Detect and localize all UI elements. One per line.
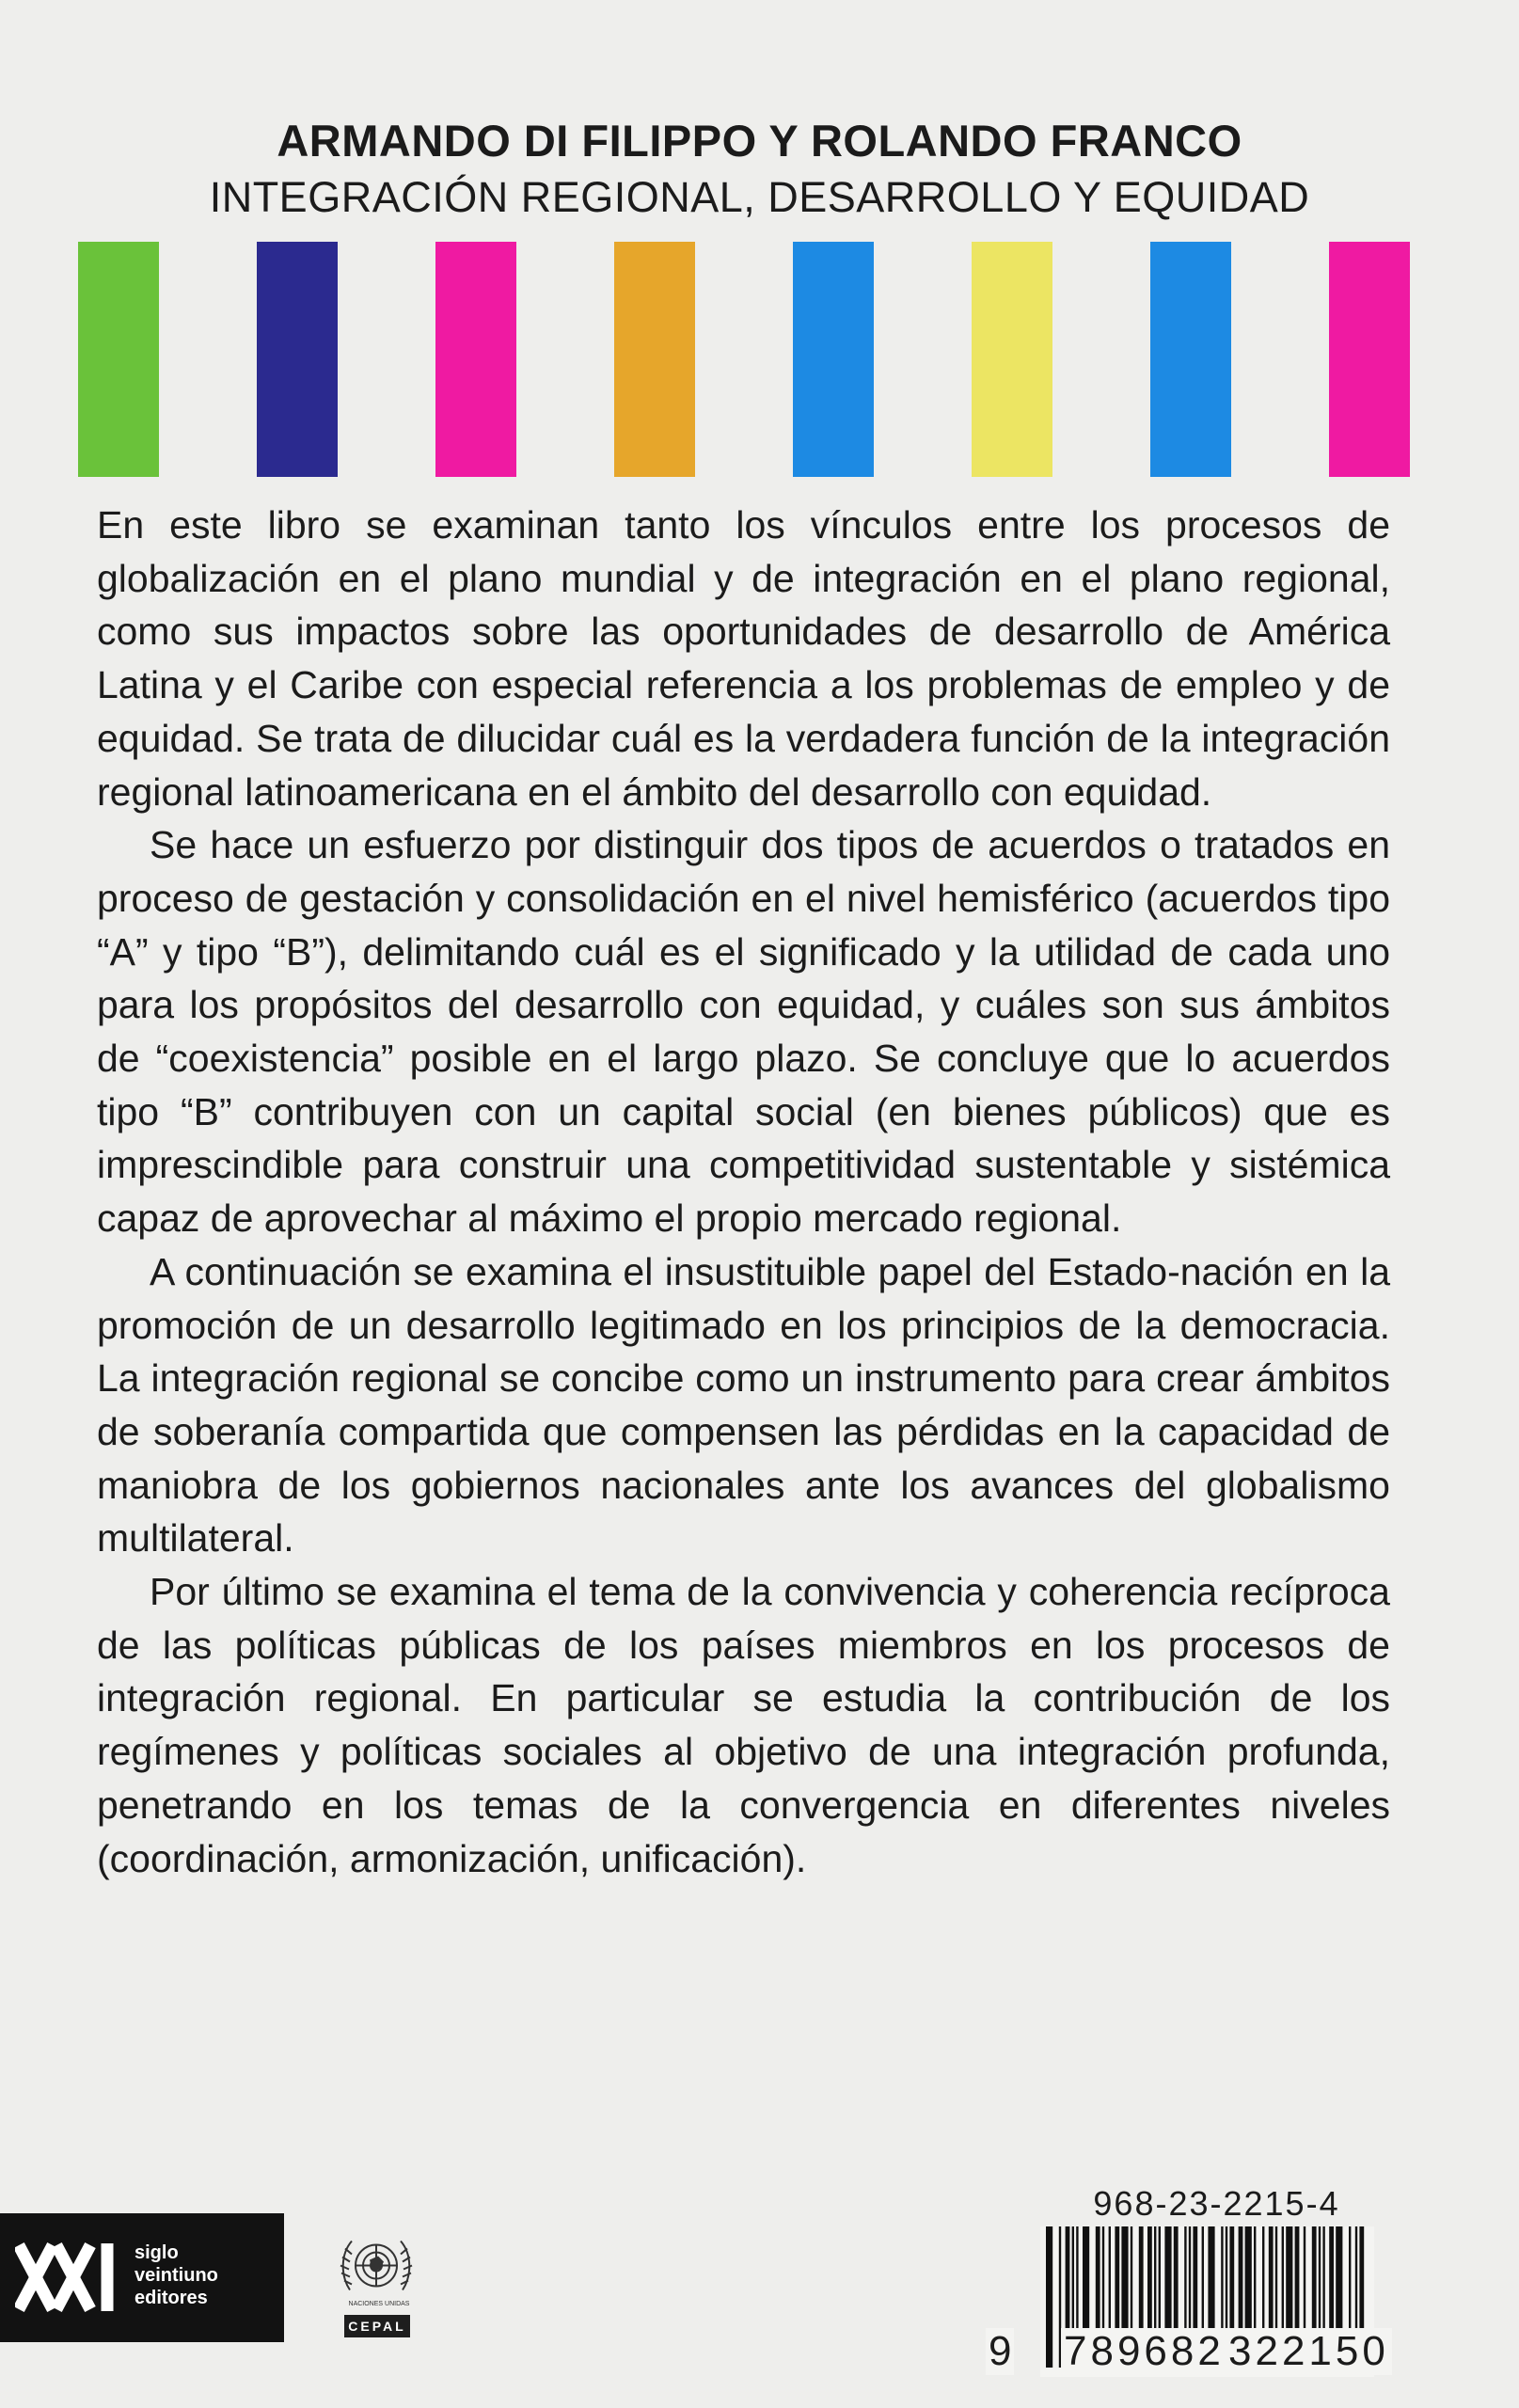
color-bar bbox=[1329, 242, 1410, 477]
cepal-label: CEPAL bbox=[344, 2315, 410, 2337]
color-bar bbox=[793, 242, 874, 477]
paragraph-3: A continuación se examina el insustituible papel del Estado-nación en la promoción de un desarrollo legitimado en los principios de la democracia. La integración regional se concibe como un instrumento para crear ámbitos de soberanía compartida que compensen las pérdidas en la capacidad de maniobra de los gobiernos nacionales ante los avances del globalismo multilateral. bbox=[97, 1249, 1390, 1560]
barcode-bar bbox=[1184, 2226, 1186, 2337]
barcode-bar bbox=[1189, 2226, 1191, 2337]
barcode-bar bbox=[1229, 2226, 1234, 2337]
publisher-name: siglo veintiuno editores bbox=[134, 2242, 218, 2308]
barcode-bar bbox=[1159, 2226, 1161, 2337]
barcode-bar bbox=[1147, 2226, 1152, 2337]
color-bars bbox=[78, 242, 1418, 477]
back-cover-text bbox=[97, 499, 1390, 1885]
siglo-xxi-icon bbox=[15, 2240, 119, 2315]
color-bar bbox=[78, 242, 159, 477]
barcode-bar bbox=[1319, 2226, 1321, 2337]
barcode-bar bbox=[1254, 2226, 1256, 2337]
barcode-bar bbox=[1226, 2226, 1227, 2337]
barcode-bar bbox=[1329, 2226, 1334, 2337]
barcode-bar bbox=[1286, 2226, 1292, 2337]
barcode-bar bbox=[1208, 2226, 1214, 2337]
barcode-bar bbox=[1245, 2226, 1252, 2337]
ean-digits bbox=[986, 2328, 1390, 2384]
color-bar bbox=[972, 242, 1052, 477]
barcode-bar bbox=[1083, 2226, 1089, 2337]
barcode-bar bbox=[1115, 2226, 1119, 2337]
publisher-logo bbox=[0, 2213, 284, 2342]
barcode-bar bbox=[1096, 2226, 1100, 2337]
barcode-bar bbox=[1109, 2226, 1111, 2337]
barcode-bar bbox=[1349, 2226, 1351, 2337]
color-bar bbox=[1150, 242, 1231, 477]
un-caption: NACIONES UNIDAS bbox=[348, 2301, 410, 2307]
paragraph-4: Por último se examina el tema de la convivencia y coherencia recíproca de las políticas públicas de los países miembros en los procesos de integración regional. En particular se estudia la contribución de los regímenes y políticas sociales al objetivo de una integración profunda, penetrando en los temas de la convergencia en diferentes niveles (coordinación, armonización, unificación). bbox=[97, 1570, 1390, 1880]
barcode-bar bbox=[1202, 2226, 1204, 2337]
cover-header bbox=[0, 113, 1519, 226]
barcode-bar bbox=[1102, 2226, 1104, 2337]
barcode-bar bbox=[1193, 2226, 1197, 2337]
barcode-bar bbox=[1322, 2226, 1324, 2337]
barcode-bar bbox=[1076, 2226, 1078, 2337]
color-bar bbox=[614, 242, 695, 477]
ean-first-digit: 9 bbox=[986, 2328, 1014, 2375]
barcode-bar bbox=[1164, 2226, 1171, 2337]
barcode-bar bbox=[1336, 2226, 1342, 2337]
barcode-bar bbox=[1312, 2226, 1317, 2337]
barcode-bar bbox=[1304, 2226, 1305, 2337]
paragraph-1: En este libro se examinan tanto los vínculos entre los procesos de globalización en el plano mundial y de integración en el plano regional, como sus impactos sobre las oportunidades de desarrollo de América Latina y el Caribe con especial referencia a los problemas de empleo y de equidad. Se trata de dilucidar cuál es la verdadera función de la integración regional latinoamericana en el ámbito del desarrollo con equidad. bbox=[97, 503, 1390, 814]
color-bar bbox=[435, 242, 516, 477]
barcode-bar bbox=[1131, 2226, 1132, 2337]
isbn-number: 968-23-2215-4 bbox=[1093, 2184, 1340, 2223]
ean-left-group: 789682 bbox=[1061, 2328, 1227, 2375]
barcode-bar bbox=[1121, 2226, 1128, 2337]
barcode-bar bbox=[1221, 2226, 1223, 2337]
book-title: INTEGRACIÓN REGIONAL, DESARROLLO Y EQUIDAD bbox=[209, 173, 1310, 221]
authors-line: ARMANDO DI FILIPPO Y ROLANDO FRANCO bbox=[277, 116, 1242, 166]
barcode-bar bbox=[1072, 2226, 1074, 2337]
barcode-bar bbox=[1355, 2226, 1357, 2337]
barcode-bar bbox=[1239, 2226, 1243, 2337]
barcode-bar bbox=[1154, 2226, 1156, 2337]
paragraph-2: Se hace un esfuerzo por distinguir dos tipos de acuerdos o tratados en proceso de gestación y consolidación en el nivel hemisférico (acuerdos tipo “A” y tipo “B”), delimitando cuál es el significado y la utilidad de cada uno para los propósitos del desarrollo con equidad, y cuáles son sus ámbitos de “coexistencia” posible en el largo plazo. Se concluye que lo acuerdos tipo “B” contribuyen con un capital social (en bienes públicos) que es imprescindible para construir una competitividad sustentable y sistémica capaz de aprovechar al máximo el propio mercado regional. bbox=[97, 823, 1390, 1241]
ean-right-group: 322150 bbox=[1226, 2328, 1392, 2375]
barcode-bar bbox=[1295, 2226, 1300, 2337]
barcode-bar bbox=[1174, 2226, 1179, 2337]
color-bar bbox=[257, 242, 338, 477]
barcode-bar bbox=[1139, 2226, 1144, 2337]
